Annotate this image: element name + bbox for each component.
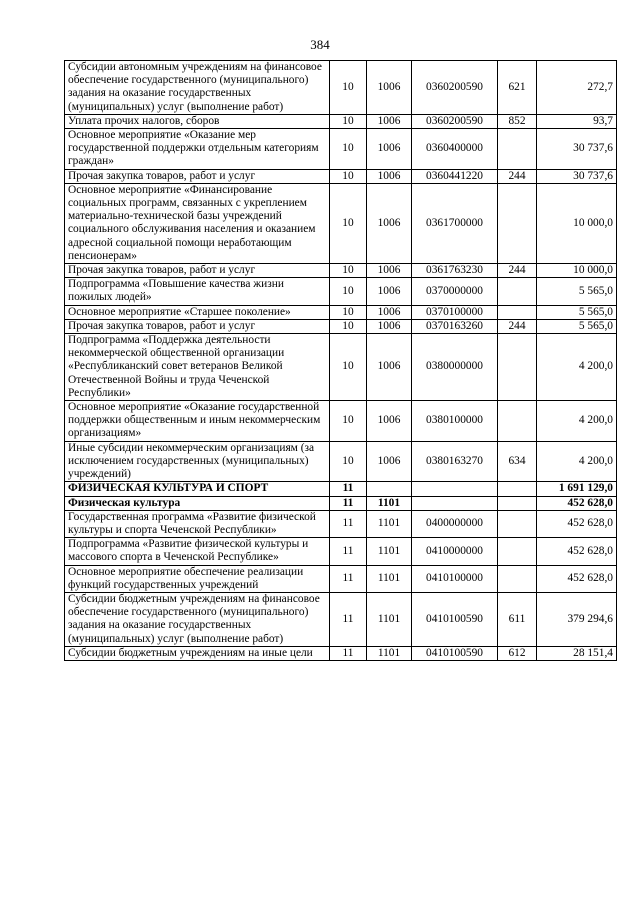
row-name: Подпрограмма «Повышение качества жизни пожилых людей» <box>65 278 330 305</box>
table-row <box>65 169 617 183</box>
row-section: 11 <box>330 496 367 510</box>
row-section: 10 <box>330 441 367 482</box>
row-amount: 452 628,0 <box>537 496 617 510</box>
row-amount: 452 628,0 <box>537 565 617 592</box>
row-name: Прочая закупка товаров, работ и услуг <box>65 319 330 333</box>
row-expense-type <box>498 129 537 170</box>
table-row <box>65 129 617 170</box>
row-section: 10 <box>330 401 367 442</box>
table-row <box>65 305 617 319</box>
table-row <box>65 61 617 115</box>
row-amount: 28 151,4 <box>537 646 617 660</box>
row-amount: 93,7 <box>537 114 617 128</box>
row-expense-type: 621 <box>498 61 537 115</box>
row-subsection: 1101 <box>367 592 412 646</box>
row-section: 11 <box>330 646 367 660</box>
row-section: 10 <box>330 61 367 115</box>
table-row <box>65 496 617 510</box>
row-amount: 452 628,0 <box>537 538 617 565</box>
row-name: Прочая закупка товаров, работ и услуг <box>65 169 330 183</box>
row-target-article: 0380100000 <box>412 401 498 442</box>
row-section: 10 <box>330 319 367 333</box>
row-subsection: 1006 <box>367 129 412 170</box>
row-amount: 379 294,6 <box>537 592 617 646</box>
row-section: 10 <box>330 334 367 401</box>
row-subsection: 1006 <box>367 401 412 442</box>
row-target-article: 0360441220 <box>412 169 498 183</box>
row-subsection: 1006 <box>367 319 412 333</box>
row-name: Субсидии бюджетным учреждениям на финансовое обеспечение государственного (муниципального) задания на оказание государственных (муниципальных) услуг (выполнение работ) <box>65 592 330 646</box>
row-subsection: 1006 <box>367 183 412 263</box>
row-target-article: 0360400000 <box>412 129 498 170</box>
table-row <box>65 565 617 592</box>
row-target-article: 0360200590 <box>412 61 498 115</box>
row-target-article <box>412 496 498 510</box>
row-target-article: 0400000000 <box>412 510 498 537</box>
row-name: Уплата прочих налогов, сборов <box>65 114 330 128</box>
table-row <box>65 319 617 333</box>
row-target-article: 0370100000 <box>412 305 498 319</box>
table-row <box>65 510 617 537</box>
budget-table-body <box>65 61 617 661</box>
row-expense-type <box>498 278 537 305</box>
row-section: 11 <box>330 482 367 496</box>
row-section: 11 <box>330 592 367 646</box>
row-name: Субсидии бюджетным учреждениям на иные цели <box>65 646 330 660</box>
row-expense-type <box>498 183 537 263</box>
table-row <box>65 264 617 278</box>
row-amount: 5 565,0 <box>537 278 617 305</box>
row-name: Основное мероприятие «Оказание государственной поддержки общественным и иным некоммерческим организациям» <box>65 401 330 442</box>
page-number: 384 <box>310 37 330 52</box>
row-section: 10 <box>330 264 367 278</box>
row-amount: 30 737,6 <box>537 169 617 183</box>
row-name: Основное мероприятие «Финансирование социальных программ, связанных с укреплением материально-технической базы учреждений социального обслуживания населения и оказанием адресной социальной помощи неработающим пенсионерам» <box>65 183 330 263</box>
row-amount: 1 691 129,0 <box>537 482 617 496</box>
row-expense-type: 244 <box>498 319 537 333</box>
row-target-article: 0410100590 <box>412 592 498 646</box>
row-expense-type: 634 <box>498 441 537 482</box>
budget-table <box>64 60 617 661</box>
row-target-article: 0361763230 <box>412 264 498 278</box>
row-amount: 4 200,0 <box>537 334 617 401</box>
row-section: 11 <box>330 510 367 537</box>
row-section: 10 <box>330 114 367 128</box>
row-name: Подпрограмма «Поддержка деятельности некоммерческой общественной организации «Республиканский совет ветеранов Великой Отечественной Войны и труда Чеченской Республики» <box>65 334 330 401</box>
row-subsection: 1006 <box>367 334 412 401</box>
row-amount: 10 000,0 <box>537 264 617 278</box>
row-expense-type <box>498 510 537 537</box>
row-section: 10 <box>330 305 367 319</box>
row-section: 11 <box>330 565 367 592</box>
table-row <box>65 592 617 646</box>
row-expense-type: 244 <box>498 169 537 183</box>
row-expense-type: 611 <box>498 592 537 646</box>
row-expense-type <box>498 401 537 442</box>
row-amount: 5 565,0 <box>537 319 617 333</box>
row-section: 10 <box>330 169 367 183</box>
row-target-article: 0410100590 <box>412 646 498 660</box>
row-expense-type: 612 <box>498 646 537 660</box>
row-name: Прочая закупка товаров, работ и услуг <box>65 264 330 278</box>
row-subsection <box>367 482 412 496</box>
row-target-article: 0410100000 <box>412 565 498 592</box>
row-target-article: 0380000000 <box>412 334 498 401</box>
row-amount: 30 737,6 <box>537 129 617 170</box>
row-subsection: 1006 <box>367 305 412 319</box>
table-row <box>65 334 617 401</box>
row-expense-type: 852 <box>498 114 537 128</box>
row-amount: 5 565,0 <box>537 305 617 319</box>
row-target-article: 0370163260 <box>412 319 498 333</box>
table-row <box>65 183 617 263</box>
row-subsection: 1101 <box>367 496 412 510</box>
table-row <box>65 441 617 482</box>
table-row <box>65 646 617 660</box>
row-subsection: 1006 <box>367 169 412 183</box>
row-subsection: 1101 <box>367 538 412 565</box>
row-amount: 452 628,0 <box>537 510 617 537</box>
row-subsection: 1101 <box>367 646 412 660</box>
row-name: Физическая культура <box>65 496 330 510</box>
row-name: ФИЗИЧЕСКАЯ КУЛЬТУРА И СПОРТ <box>65 482 330 496</box>
row-subsection: 1006 <box>367 264 412 278</box>
row-name: Государственная программа «Развитие физической культуры и спорта Чеченской Республики» <box>65 510 330 537</box>
row-section: 10 <box>330 278 367 305</box>
row-subsection: 1006 <box>367 61 412 115</box>
row-target-article: 0361700000 <box>412 183 498 263</box>
row-target-article <box>412 482 498 496</box>
table-row <box>65 538 617 565</box>
row-amount: 4 200,0 <box>537 441 617 482</box>
row-amount: 10 000,0 <box>537 183 617 263</box>
row-expense-type <box>498 482 537 496</box>
row-expense-type: 244 <box>498 264 537 278</box>
row-name: Иные субсидии некоммерческим организациям (за исключением государственных (муниципальных) учреждений) <box>65 441 330 482</box>
table-row <box>65 278 617 305</box>
row-subsection: 1101 <box>367 510 412 537</box>
row-name: Основное мероприятие обеспечение реализации функций государственных учреждений <box>65 565 330 592</box>
row-expense-type <box>498 538 537 565</box>
row-target-article: 0370000000 <box>412 278 498 305</box>
row-name: Субсидии автономным учреждениям на финансовое обеспечение государственного (муниципального) задания на оказание государственных (муниципальных) услуг (выполнение работ) <box>65 61 330 115</box>
row-amount: 4 200,0 <box>537 401 617 442</box>
row-section: 10 <box>330 183 367 263</box>
row-subsection: 1101 <box>367 565 412 592</box>
row-target-article: 0380163270 <box>412 441 498 482</box>
row-target-article: 0360200590 <box>412 114 498 128</box>
row-section: 11 <box>330 538 367 565</box>
row-subsection: 1006 <box>367 114 412 128</box>
row-amount: 272,7 <box>537 61 617 115</box>
row-subsection: 1006 <box>367 278 412 305</box>
row-subsection: 1006 <box>367 441 412 482</box>
row-section: 10 <box>330 129 367 170</box>
row-name: Основное мероприятие «Оказание мер государственной поддержки отдельным категориям граждан» <box>65 129 330 170</box>
table-row <box>65 482 617 496</box>
row-expense-type <box>498 334 537 401</box>
row-expense-type <box>498 305 537 319</box>
table-row <box>65 114 617 128</box>
row-name: Подпрограмма «Развитие физической культуры и массового спорта в Чеченской Республике» <box>65 538 330 565</box>
row-target-article: 0410000000 <box>412 538 498 565</box>
table-row <box>65 401 617 442</box>
row-name: Основное мероприятие «Старшее поколение» <box>65 305 330 319</box>
row-expense-type <box>498 496 537 510</box>
row-expense-type <box>498 565 537 592</box>
